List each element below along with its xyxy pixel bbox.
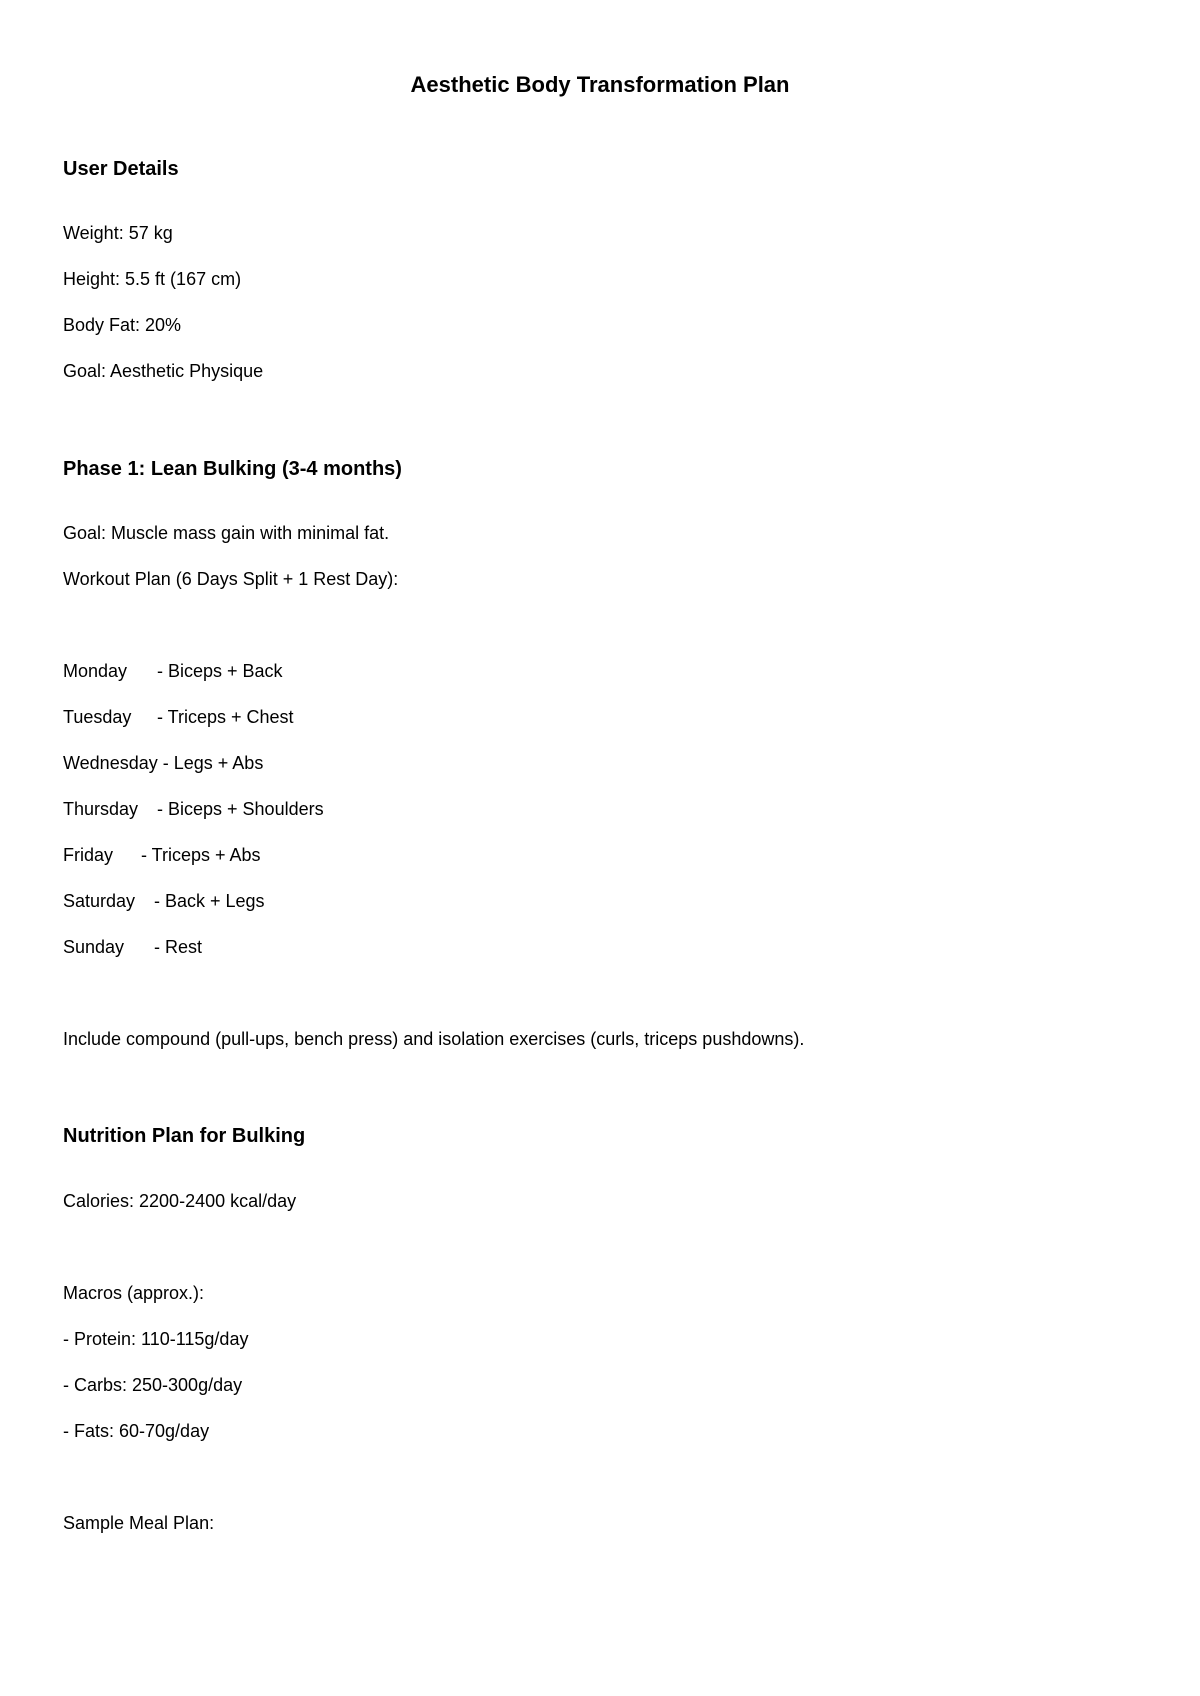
user-details-heading: User Details xyxy=(63,158,179,180)
schedule-day: Wednesday xyxy=(63,753,158,773)
schedule-focus: - Biceps + Back xyxy=(157,661,283,681)
schedule-focus: - Legs + Abs xyxy=(162,753,264,773)
schedule-row-tuesday xyxy=(63,704,294,730)
exercise-note: Include compound (pull-ups, bench press) and isolation exercises (curls, triceps pushdowns). xyxy=(63,1029,805,1049)
schedule-row-monday xyxy=(63,658,283,684)
schedule-day: Monday xyxy=(63,661,128,681)
weight-line: Weight: 57 kg xyxy=(63,223,173,243)
nutrition-heading: Nutrition Plan for Bulking xyxy=(63,1125,306,1147)
workout-plan-label: Workout Plan (6 Days Split + 1 Rest Day): xyxy=(63,569,399,589)
schedule-focus: - Back + Legs xyxy=(154,891,265,911)
height-line: Height: 5.5 ft (167 cm) xyxy=(63,269,242,289)
phase1-heading: Phase 1: Lean Bulking (3-4 months) xyxy=(63,458,402,480)
schedule-row-sunday xyxy=(63,934,202,960)
calories-line: Calories: 2200-2400 kcal/day xyxy=(63,1191,297,1211)
schedule-focus: - Biceps + Shoulders xyxy=(157,799,324,819)
goal-line: Goal: Aesthetic Physique xyxy=(63,361,264,381)
schedule-row-saturday xyxy=(63,888,265,914)
schedule-day: Thursday xyxy=(63,799,139,819)
schedule-focus: - Triceps + Abs xyxy=(141,845,261,865)
schedule-row-friday xyxy=(63,842,261,868)
macros-label: Macros (approx.): xyxy=(63,1283,205,1303)
schedule-day: Saturday xyxy=(63,891,136,911)
schedule-focus: - Rest xyxy=(154,937,203,957)
schedule-focus: - Triceps + Chest xyxy=(157,707,294,727)
fats-line: - Fats: 60-70g/day xyxy=(63,1421,210,1441)
body-fat-line: Body Fat: 20% xyxy=(63,315,182,335)
phase1-goal-line: Goal: Muscle mass gain with minimal fat. xyxy=(63,523,390,543)
sample-meal-label: Sample Meal Plan: xyxy=(63,1513,215,1533)
schedule-row-thursday xyxy=(63,796,324,822)
carbs-line: - Carbs: 250-300g/day xyxy=(63,1375,243,1395)
schedule-day: Friday xyxy=(63,845,114,865)
schedule-day: Tuesday xyxy=(63,707,132,727)
schedule-row-wednesday xyxy=(63,750,263,776)
protein-line: - Protein: 110-115g/day xyxy=(63,1329,249,1349)
schedule-day: Sunday xyxy=(63,937,125,957)
document-title: Aesthetic Body Transformation Plan xyxy=(410,72,790,97)
